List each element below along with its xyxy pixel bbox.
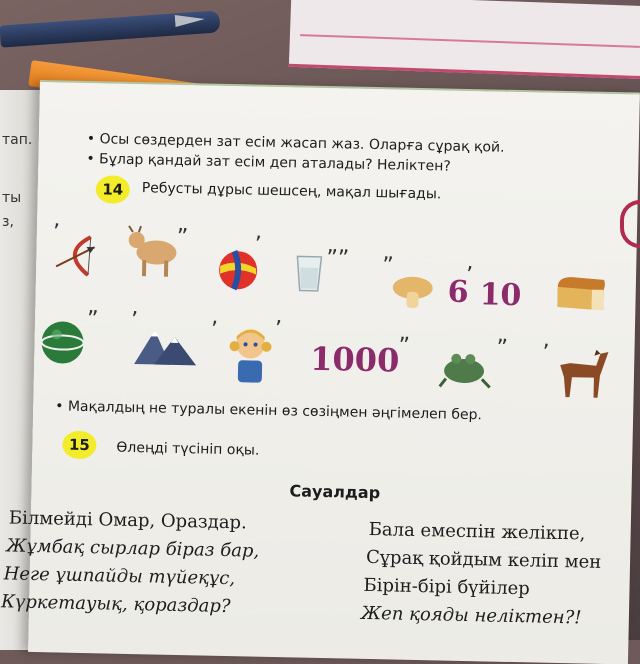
rebus-mark: ’	[210, 317, 219, 343]
rebus-mark: ’	[52, 220, 61, 246]
rebus-mark: ’	[130, 307, 139, 334]
rebus-mark: ””	[326, 246, 350, 272]
mountains-icon	[132, 324, 199, 367]
mushroom-icon	[389, 273, 436, 310]
poem-line: Бала емеспін желікпе,	[368, 518, 586, 545]
bullet-line: • Мақалдың не туралы екенін өз сөзіңмен әңгімелеп бер.	[55, 398, 483, 424]
rebus-mark: ’	[254, 232, 262, 258]
rebus-mark: ”	[86, 307, 99, 333]
rebus-mark: ”	[398, 333, 411, 359]
goat-icon	[124, 224, 181, 279]
poem-line: Жұмбақ сырлар біраз бар,	[6, 535, 260, 562]
rebus-mark: ”	[496, 335, 509, 361]
task-text: Өлеңді түсініп оқы.	[116, 439, 260, 459]
poem-title: Сауалдар	[289, 481, 381, 503]
task-number-badge: 15	[62, 431, 97, 460]
girl-icon	[226, 324, 275, 385]
rebus-number: 1000	[309, 339, 400, 380]
poem-line: Бірін-бірі бүйілер	[363, 574, 531, 600]
horse-icon	[549, 345, 610, 402]
rebus-mark: ’	[542, 340, 550, 366]
left-page-text: ты	[2, 190, 22, 206]
left-page-text: тап.	[2, 132, 33, 148]
bullet-line: • Осы сөздерден зат есім жасап жаз. Оларға сұрақ қой.	[86, 130, 505, 156]
glass-icon	[294, 253, 325, 294]
rebus-mark: ’	[274, 316, 283, 343]
poem-line: Күркетауық, қораздар?	[0, 591, 231, 618]
poem-line: Сұрақ қойдым келіп мен	[365, 546, 602, 573]
bread-icon	[553, 273, 608, 314]
rebus-number: 6	[447, 274, 469, 311]
poem-line: Білмейді Омар, Ораздар.	[8, 507, 248, 534]
poem-line: Жеп қояды неліктен?!	[360, 602, 582, 629]
rebus-mark: ’	[465, 262, 474, 289]
rebus-number: 10	[479, 277, 522, 314]
round-ball-icon	[38, 318, 87, 367]
bullet-line: • Бұлар қандай зат есім деп аталады? Неліктен?	[86, 150, 451, 175]
rebus-mark: ”	[381, 253, 394, 279]
left-page-text: з,	[2, 214, 14, 230]
rebus-mark: ”	[176, 224, 189, 251]
task-number-badge: 14	[95, 175, 130, 204]
frog-icon	[438, 348, 493, 389]
poem-line: Неге ұшпайды түйеқұс,	[3, 563, 236, 590]
task-text: Ребусты дұрыс шешсең, мақал шығады.	[141, 180, 442, 203]
